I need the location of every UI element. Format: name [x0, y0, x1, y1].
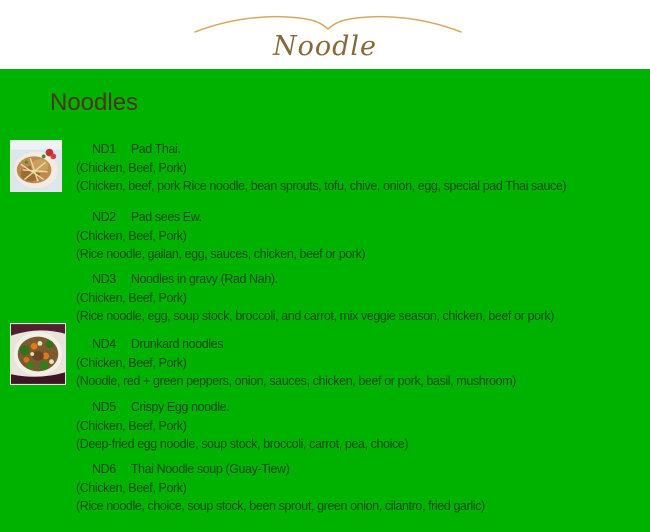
item-name: Pad Thai.	[130, 142, 181, 156]
item-title-line	[76, 335, 516, 354]
item-name: Thai Noodle soup (Guay-Tiew)	[130, 462, 290, 476]
page-header	[0, 0, 650, 69]
item-name: Crispy Egg noodle.	[130, 400, 230, 414]
item-description: (Rice noodle, choice, soup stock, been sprout, green onion, cilantro, fried garlic)	[76, 499, 485, 513]
item-title-line	[76, 208, 365, 227]
item-proteins: (Chicken, Beef, Pork)	[76, 418, 187, 433]
item-description: (Chicken, beef, pork Rice noodle, bean sprouts, tofu, chive, onion, egg, special pad Thai sauce)	[76, 179, 567, 193]
item-proteins: (Chicken, Beef, Pork)	[76, 480, 187, 495]
menu-panel	[0, 69, 650, 532]
item-code: ND6	[92, 462, 116, 476]
item-description: (Deep-fried egg noodle, soup stock, broccoli, carrot, pea, choice)	[76, 437, 409, 451]
item-name: Pad sees Ew.	[130, 210, 202, 224]
menu-item-nd3	[76, 270, 554, 326]
item-title-line	[76, 140, 566, 159]
menu-heading: Noodles	[50, 89, 139, 116]
item-description: (Noodle, red + green peppers, onion, sauces, chicken, beef or pork, basil, mushroom)	[76, 374, 516, 388]
item-code: ND4	[92, 337, 116, 351]
item-code: ND3	[92, 272, 116, 286]
item-proteins: (Chicken, Beef, Pork)	[76, 160, 187, 175]
item-code: ND2	[92, 210, 116, 224]
item-name: Drunkard noodles	[130, 337, 224, 351]
menu-item-nd4	[76, 335, 516, 391]
item-proteins: (Chicken, Beef, Pork)	[76, 228, 187, 243]
item-code: ND1	[92, 142, 116, 156]
pad-thai-photo	[10, 140, 62, 192]
page-title: Noodle	[272, 31, 378, 62]
menu-item-nd6	[76, 460, 485, 516]
item-name: Noodles in gravy (Rad Nah).	[130, 272, 278, 286]
menu-item-nd2	[76, 208, 365, 264]
menu-item-nd1	[76, 140, 566, 196]
item-title-line	[76, 460, 485, 479]
menu-item-nd5	[76, 398, 408, 454]
item-title-line	[76, 398, 408, 417]
drunkard-noodles-photo	[10, 323, 66, 385]
item-title-line	[76, 270, 554, 289]
item-description: (Rice noodle, gailan, egg, sauces, chicken, beef or pork)	[76, 247, 366, 261]
item-proteins: (Chicken, Beef, Pork)	[76, 355, 187, 370]
item-code: ND5	[92, 400, 116, 414]
item-proteins: (Chicken, Beef, Pork)	[76, 290, 187, 305]
item-description: (Rice noodle, egg, soup stock, broccoli, and carrot, mix veggie season, chicken, beef or pork)	[76, 309, 554, 323]
